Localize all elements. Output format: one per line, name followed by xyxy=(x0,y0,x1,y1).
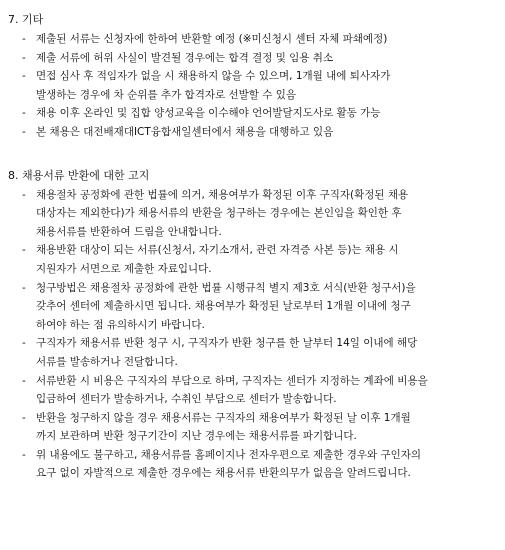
text-line: 채용절차 공정화에 관한 법률에 의거, 채용여부가 확정된 이후 구직자(확정된 채용 xyxy=(36,188,409,201)
text-line: 입금하여 센터가 발송하거나, 수취인 부담으로 센터가 발송합니다. xyxy=(36,393,337,406)
list-item xyxy=(8,123,495,142)
text-line: 청구방법은 채용절차 공정화에 관한 법률 시행규칙 별지 제3호 서식(반환 청구서)을 xyxy=(36,281,416,294)
list-item xyxy=(8,334,495,371)
bullet-dash: - xyxy=(22,107,26,120)
bullet-dash: - xyxy=(22,337,26,350)
section-spacer xyxy=(8,142,495,166)
list-item xyxy=(8,372,495,409)
section-document-return-list xyxy=(8,186,495,484)
section-title-etc: 7. 기타 xyxy=(8,13,44,26)
bullet-dash: - xyxy=(22,411,26,424)
text-line: 요구 없이 자발적으로 제출한 경우에는 채용서류 반환의무가 없음을 알려드립니다. xyxy=(36,467,411,480)
section-document-return xyxy=(8,166,495,484)
text-line: 대상자는 제외한다)가 채용서류의 반환을 청구하는 경우에는 본인임을 확인한 후 xyxy=(36,207,402,220)
text-line: 본 채용은 대전배재대ICT융합새일센터에서 채용을 대행하고 있음 xyxy=(36,125,334,138)
text-line: 채용반환 대상이 되는 서류(신청서, 자기소개서, 관련 자격증 사본 등)는 채용 시 xyxy=(36,244,399,257)
list-item xyxy=(8,67,495,104)
list-item xyxy=(8,186,495,242)
section-etc xyxy=(8,10,495,142)
text-line: 발생하는 경우에 차 순위를 추가 합격자로 선발할 수 있음 xyxy=(36,88,296,101)
text-line: 위 내용에도 불구하고, 채용서류를 홈페이지나 전자우편으로 제출한 경우와 구인자의 xyxy=(36,448,422,461)
bullet-dash: - xyxy=(22,70,26,83)
text-line: 제출된 서류는 신청자에 한하여 반환할 예정 (※미신청시 센터 자체 파쇄예정) xyxy=(36,33,388,45)
section-title-document-return: 8. 채용서류 반환에 대한 고지 xyxy=(8,168,150,182)
bullet-dash: - xyxy=(22,244,26,257)
bullet-dash: - xyxy=(22,374,26,387)
text-line: 제출 서류에 허위 사실이 발견될 경우에는 합격 결정 및 임용 취소 xyxy=(36,51,334,64)
text-line: 서류를 발송하거나 전달합니다. xyxy=(36,355,178,368)
text-line: 하여야 하는 점 유의하시기 바랍니다. xyxy=(36,318,205,331)
text-line: 지원자가 서면으로 제출한 자료입니다. xyxy=(36,262,212,275)
bullet-dash: - xyxy=(22,125,26,138)
list-item xyxy=(8,446,495,483)
text-line: 서류반환 시 비용은 구직자의 부담으로 하며, 구직자는 센터가 지정하는 계좌에 비용을 xyxy=(36,374,428,387)
list-item xyxy=(8,241,495,278)
list-item xyxy=(8,279,495,335)
bullet-dash: - xyxy=(22,448,26,461)
bullet-dash: - xyxy=(22,188,26,201)
text-line: 갖추어 센터에 제출하시면 됩니다. 채용여부가 확정된 날로부터 1개월 이내에 청구 xyxy=(36,300,411,313)
list-item xyxy=(8,104,495,123)
bullet-dash: - xyxy=(22,281,26,294)
bullet-dash: - xyxy=(22,33,26,45)
text-line: 반환을 청구하지 않을 경우 채용서류는 구직자의 채용여부가 확정된 날 이후 1개월 xyxy=(36,411,411,424)
list-item xyxy=(8,30,495,49)
bullet-dash: - xyxy=(22,51,26,64)
section-etc-list xyxy=(8,30,495,142)
list-item xyxy=(8,409,495,446)
text-line: 구직자가 채용서류 반환 청구 시, 구직자가 반환 청구를 한 날부터 14일 이내에 해당 xyxy=(36,337,418,350)
text-line: 채용 이후 온라인 및 집합 양성교육을 이수해야 언어발달지도사로 활동 가능 xyxy=(36,107,381,120)
text-line: 채용서류를 반환하여 드림을 안내합니다. xyxy=(36,225,222,238)
text-line: 까지 보관하며 반환 청구기간이 지난 경우에는 채용서류를 파기합니다. xyxy=(36,430,357,443)
text-line: 면접 심사 후 적임자가 없을 시 채용하지 않을 수 있으며, 1개월 내에 퇴사자가 xyxy=(36,70,391,83)
list-item xyxy=(8,49,495,68)
